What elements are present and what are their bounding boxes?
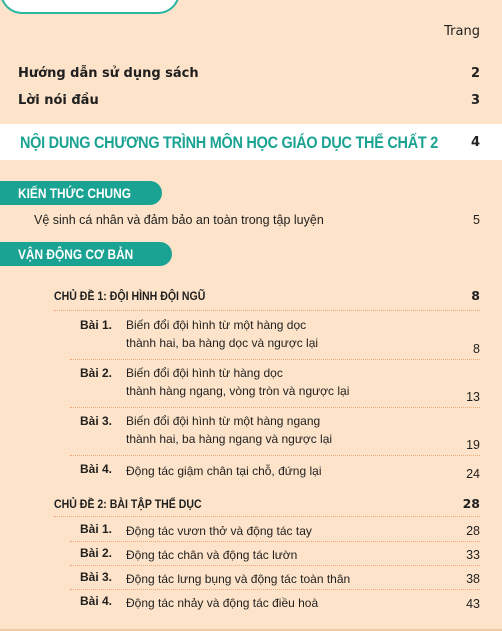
- lesson-title: Biến đổi đội hình từ hàng dọc thành hàng ngang, vòng tròn và ngược lại: [126, 366, 350, 398]
- lesson-label: Bài 1.: [80, 318, 113, 332]
- lesson-label: Bài 4.: [80, 594, 113, 608]
- program-title[interactable]: NỘI DUNG CHƯƠNG TRÌNH MÔN HỌC GIÁO DỤC THỂ CHẤT 2: [20, 133, 439, 152]
- topic-title: CHỦ ĐỀ 1: ĐỘI HÌNH ĐỘI NGŨ: [54, 289, 206, 303]
- page-column-heading: Trang: [444, 24, 480, 39]
- section-tab-basic-movement[interactable]: [0, 242, 172, 266]
- topic-page: 28: [462, 496, 480, 511]
- lesson-page: 38: [466, 572, 480, 586]
- lesson-label: Bài 4.: [80, 462, 113, 476]
- lesson-entry[interactable]: [70, 408, 480, 456]
- lesson-entry[interactable]: [70, 566, 480, 590]
- lesson-label: Bài 1.: [80, 522, 113, 536]
- lesson-page: 13: [466, 390, 480, 404]
- lesson-title: Biến đổi đội hình từ một hàng ngang thành hai, ba hàng ngang và ngược lại: [126, 414, 333, 446]
- lesson-entry[interactable]: [70, 590, 480, 614]
- topic-heading-1[interactable]: [54, 288, 480, 303]
- top-decorative-banner: [0, 0, 180, 14]
- lesson-entry[interactable]: [70, 456, 480, 484]
- lesson-title: Động tác vươn thở và động tác tay: [126, 524, 312, 538]
- lesson-title: Động tác lưng bụng và động tác toàn thân: [126, 572, 351, 586]
- section-tab-label: KIẾN THỨC CHUNG: [18, 185, 132, 201]
- lesson-label: Bài 2.: [80, 366, 113, 380]
- lesson-label: Bài 3.: [80, 414, 113, 428]
- lesson-title: Biến đổi đội hình từ một hàng dọc thành hai, ba hàng dọc và ngược lại: [126, 318, 319, 350]
- dotted-divider: [54, 516, 480, 517]
- lesson-title: Động tác giậm chân tại chỗ, đứng lại: [126, 464, 322, 478]
- lesson-page: 33: [466, 548, 480, 562]
- lesson-label: Bài 3.: [80, 570, 113, 584]
- topic-title: CHỦ ĐỀ 2: BÀI TẬP THỂ DỤC: [54, 497, 202, 511]
- lesson-title: Động tác chân và động tác lườn: [126, 548, 298, 562]
- lesson-page: 8: [473, 342, 480, 356]
- toc-entry-page: 5: [473, 213, 480, 227]
- lesson-title: Động tác nhảy và động tác điều hoà: [126, 596, 319, 610]
- toc-entry-foreword[interactable]: [18, 93, 480, 108]
- lesson-page: 28: [466, 524, 480, 538]
- topic-2-lesson-list: [70, 518, 480, 614]
- toc-entry-title: Lời nói đầu: [18, 93, 99, 108]
- toc-entry-title: Hướng dẫn sử dụng sách: [18, 66, 199, 81]
- program-page: 4: [470, 135, 480, 150]
- dotted-divider: [54, 310, 480, 311]
- lesson-entry[interactable]: [70, 360, 480, 408]
- section-tab-general-knowledge[interactable]: [0, 181, 162, 205]
- toc-entry-page: 2: [470, 66, 480, 81]
- lesson-entry[interactable]: [70, 542, 480, 566]
- lesson-page: 43: [466, 597, 480, 611]
- topic-heading-2[interactable]: [54, 496, 480, 511]
- toc-entry-guide[interactable]: [18, 66, 480, 81]
- section-tab-label: VẬN ĐỘNG CƠ BẢN: [18, 246, 134, 262]
- lesson-entry[interactable]: [70, 518, 480, 542]
- lesson-label: Bài 2.: [80, 546, 113, 560]
- toc-entry-page: 3: [470, 93, 480, 108]
- lesson-page: 24: [466, 467, 480, 481]
- topic-1-lesson-list: [70, 312, 480, 484]
- lesson-page: 19: [466, 438, 480, 452]
- toc-entry-hygiene-safety[interactable]: [34, 213, 480, 227]
- lesson-entry[interactable]: [70, 312, 480, 360]
- topic-page: 8: [471, 288, 480, 303]
- toc-entry-title: Vệ sinh cá nhân và đảm bảo an toàn trong tập luyện: [34, 213, 324, 227]
